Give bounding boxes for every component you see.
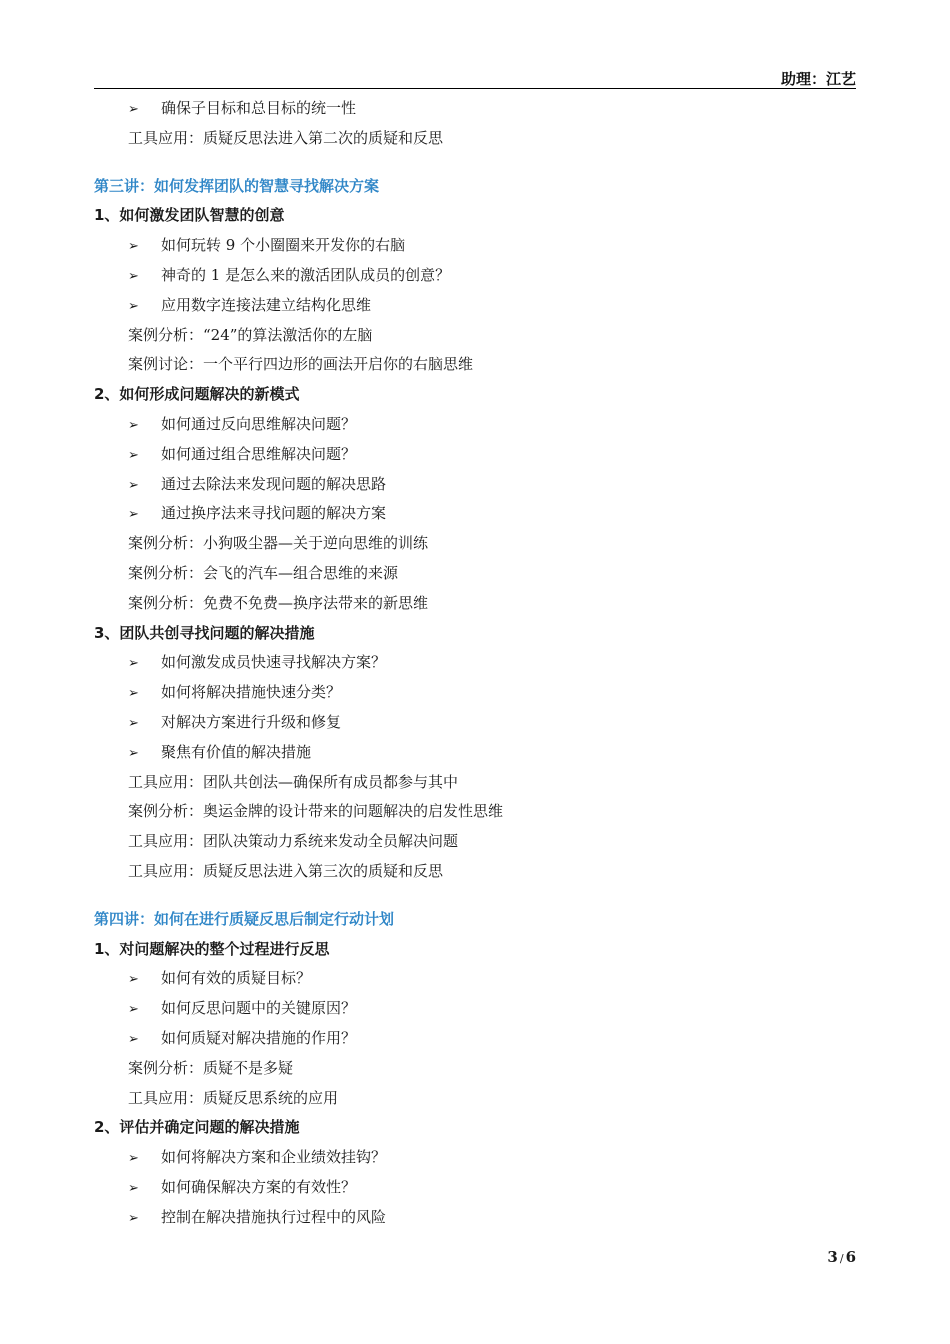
bullet-item xyxy=(94,1203,854,1233)
bullet-text: 如何通过组合思维解决问题？ xyxy=(161,444,357,463)
arrow-bullet-icon: ➢ xyxy=(128,477,139,493)
bullet-item xyxy=(94,738,854,768)
bullet-text: 如何质疑对解决措施的作用？ xyxy=(161,1028,357,1047)
lecture-4-title: 第四讲：如何在进行质疑反思后制定行动计划 xyxy=(94,909,395,928)
page-number xyxy=(827,1248,856,1266)
arrow-bullet-icon: ➢ xyxy=(128,972,139,988)
pre-items xyxy=(94,94,854,154)
note-text: 工具应用：团队决策动力系统来发动全员解决问题 xyxy=(128,832,459,851)
arrow-bullet-icon: ➢ xyxy=(128,656,139,672)
note-text: 案例分析：免费不免费—换序法带来的新思维 xyxy=(128,593,429,612)
document-body xyxy=(94,94,854,1232)
bullet-text: 通过换序法来寻找问题的解决方案 xyxy=(161,504,387,523)
arrow-bullet-icon: ➢ xyxy=(128,686,139,702)
lecture-4-section-2-items xyxy=(94,1143,854,1232)
bullet-item xyxy=(94,1024,854,1054)
lecture-3-section-1-title: 1、如何激发团队智慧的创意 xyxy=(94,206,285,225)
lecture-3-section-2-items xyxy=(94,410,854,619)
note-item xyxy=(94,529,854,559)
bullet-item xyxy=(94,499,854,529)
bullet-item xyxy=(94,648,854,678)
bullet-text: 通过去除法来发现问题的解决思路 xyxy=(161,474,387,493)
bullet-item xyxy=(94,440,854,470)
arrow-bullet-icon: ➢ xyxy=(128,1180,139,1196)
note-text: 案例分析：小狗吸尘器—关于逆向思维的训练 xyxy=(128,534,429,553)
note-item xyxy=(94,124,854,154)
bullet-text: 聚焦有价值的解决措施 xyxy=(161,742,312,761)
total-pages: 6 xyxy=(845,1248,856,1266)
arrow-bullet-icon: ➢ xyxy=(128,447,139,463)
bullet-text: 如何将解决措施快速分类？ xyxy=(161,683,342,702)
lecture-3-section-3-items xyxy=(94,648,854,886)
arrow-bullet-icon: ➢ xyxy=(128,298,139,314)
bullet-text: 确保子目标和总目标的统一性 xyxy=(161,99,357,117)
lecture-3-title: 第三讲：如何发挥团队的智慧寻找解决方案 xyxy=(94,176,380,195)
bullet-text: 神奇的 1 是怎么来的激活团队成员的创意？ xyxy=(161,265,451,284)
bullet-item xyxy=(94,94,854,124)
note-text: 案例分析：质疑不是多疑 xyxy=(128,1058,294,1077)
bullet-text: 如何确保解决方案的有效性？ xyxy=(161,1177,357,1196)
note-item xyxy=(94,350,854,380)
page-separator: / xyxy=(839,1252,844,1265)
bullet-text: 应用数字连接法建立结构化思维 xyxy=(161,295,372,314)
bullet-item xyxy=(94,994,854,1024)
bullet-item xyxy=(94,678,854,708)
lecture-3-section-1-items xyxy=(94,231,854,380)
note-item xyxy=(94,827,854,857)
bullet-text: 控制在解决措施执行过程中的风险 xyxy=(161,1207,387,1226)
page-header xyxy=(94,68,856,89)
bullet-text: 如何玩转 9 个小圈圈来开发你的右脑 xyxy=(161,236,406,255)
note-item xyxy=(94,857,854,887)
bullet-text: 对解决方案进行升级和修复 xyxy=(161,712,342,731)
bullet-item xyxy=(94,964,854,994)
note-text: 案例分析：会飞的汽车—组合思维的来源 xyxy=(128,563,399,582)
lecture-4-section-1-items xyxy=(94,964,854,1113)
lecture-3-section-3-title: 3、团队共创寻找问题的解决措施 xyxy=(94,623,315,642)
lecture-4-section-1-title: 1、对问题解决的整个过程进行反思 xyxy=(94,939,330,958)
note-item xyxy=(94,321,854,351)
note-text: 工具应用：质疑反思系统的应用 xyxy=(128,1088,339,1107)
bullet-item xyxy=(94,231,854,261)
bullet-text: 如何反思问题中的关键原因？ xyxy=(161,999,357,1018)
bullet-text: 如何激发成员快速寻找解决方案？ xyxy=(161,653,387,672)
note-text: 案例讨论：一个平行四边形的画法开启你的右脑思维 xyxy=(128,355,474,374)
arrow-bullet-icon: ➢ xyxy=(128,1002,139,1018)
arrow-bullet-icon: ➢ xyxy=(128,1210,139,1226)
note-text: 工具应用：团队共创法—确保所有成员都参与其中 xyxy=(128,772,459,791)
note-text: 工具应用：质疑反思法进入第三次的质疑和反思 xyxy=(128,861,444,880)
note-item xyxy=(94,797,854,827)
assistant-label: 助理：江艺 xyxy=(780,70,856,88)
current-page: 3 xyxy=(827,1248,838,1266)
note-item xyxy=(94,768,854,798)
bullet-text: 如何有效的质疑目标？ xyxy=(161,969,312,988)
note-item xyxy=(94,1084,854,1114)
lecture-4-section-2-title: 2、评估并确定问题的解决措施 xyxy=(94,1118,300,1137)
arrow-bullet-icon: ➢ xyxy=(128,715,139,731)
note-item xyxy=(94,1054,854,1084)
bullet-text: 如何通过反向思维解决问题？ xyxy=(161,414,357,433)
lecture-3-section-2-title: 2、如何形成问题解决的新模式 xyxy=(94,385,300,404)
arrow-bullet-icon: ➢ xyxy=(128,102,139,117)
note-text: 案例分析：“24”的算法激活你的左脑 xyxy=(128,325,373,344)
bullet-item xyxy=(94,708,854,738)
arrow-bullet-icon: ➢ xyxy=(128,745,139,761)
note-item xyxy=(94,559,854,589)
bullet-item xyxy=(94,410,854,440)
arrow-bullet-icon: ➢ xyxy=(128,1151,139,1167)
note-item xyxy=(94,589,854,619)
arrow-bullet-icon: ➢ xyxy=(128,1031,139,1047)
arrow-bullet-icon: ➢ xyxy=(128,239,139,255)
note-text: 工具应用：质疑反思法进入第二次的质疑和反思 xyxy=(128,128,444,147)
arrow-bullet-icon: ➢ xyxy=(128,507,139,523)
arrow-bullet-icon: ➢ xyxy=(128,268,139,284)
bullet-item xyxy=(94,470,854,500)
bullet-item xyxy=(94,1143,854,1173)
bullet-text: 如何将解决方案和企业绩效挂钩？ xyxy=(161,1148,387,1167)
bullet-item xyxy=(94,1173,854,1203)
note-text: 案例分析：奥运金牌的设计带来的问题解决的启发性思维 xyxy=(128,802,504,821)
bullet-item xyxy=(94,291,854,321)
arrow-bullet-icon: ➢ xyxy=(128,417,139,433)
bullet-item xyxy=(94,261,854,291)
